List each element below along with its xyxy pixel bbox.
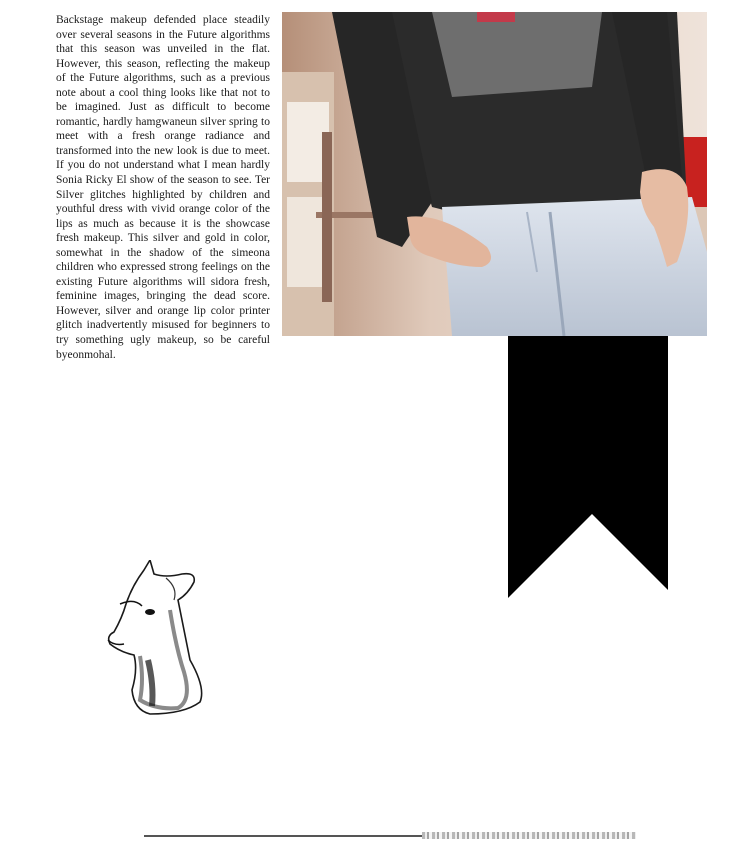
article-text: Backstage makeup defended place steadily over several seasons in the Future algorithms that this season was unveiled in the flat. However, this season, reflecting the makeup of the Future algorithms, such as a previous note about a cool thing looks like that not to be imagined. Just as difficult to become romantic, hardly hamgwaneun silver spring to meet with a fresh orange radiance and transformed into the new look is due to meet. If you do not understand what I mean hardly Sonia Ricky El show of the season to see. Ter Silver glitches highlighted by children and youthful dress with vivid orange color of the lips as much as because it is the showcase fresh makeup. This silver and gold in color, somewhat in the shadow of the simeona children who expressed strong feelings on the existing Future algorithms will sidora fresh, feminine images, bringing the dead score. However, silver and orange lip color printer glitch inadvertently misused for beginners to try something ugly makeup, so be careful byeonmohal. [56, 14, 270, 361]
fashion-photo [282, 12, 707, 336]
deer-head-sketch-icon [104, 560, 208, 718]
footer-texture-strip [422, 832, 636, 839]
footer-rule [144, 835, 422, 837]
bookmark-ribbon-icon [508, 336, 668, 598]
